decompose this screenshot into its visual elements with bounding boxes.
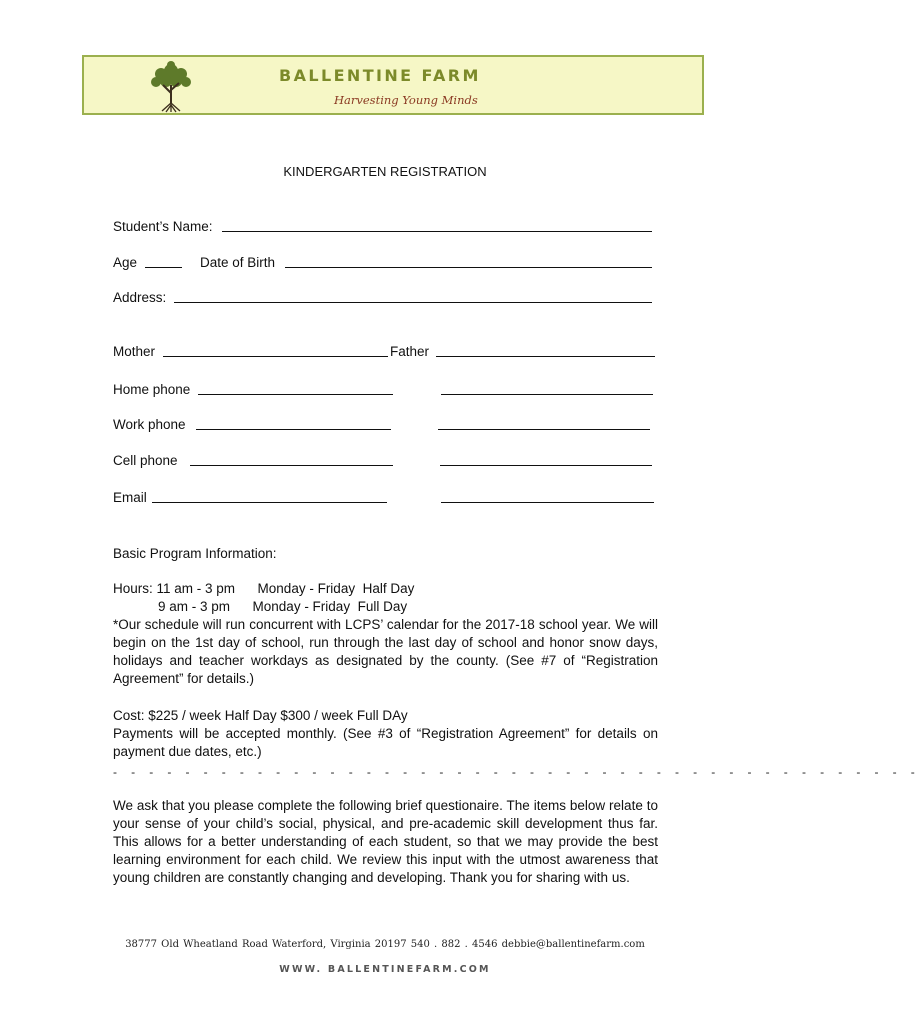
student-name-field[interactable] (222, 231, 652, 232)
cell-phone-father-field[interactable] (440, 465, 652, 466)
cell-phone-label: Cell phone (113, 453, 178, 468)
hours-half-day: Hours: 11 am - 3 pm Monday - Friday Half Day (113, 581, 415, 596)
age-field[interactable] (145, 267, 182, 268)
student-name-label: Student’s Name: (113, 219, 213, 234)
work-phone-father-field[interactable] (438, 429, 650, 430)
farm-tagline: Harvesting Young Minds (334, 93, 478, 107)
address-row (113, 290, 166, 305)
dob-row (200, 255, 275, 270)
cost-line: Cost: $225 / week Half Day $300 / week Full DAy (113, 708, 408, 723)
schedule-note: *Our schedule will run concurrent with LCPS’ calendar for the 2017-18 school year. We will begin on the 1st day of school, run through the last day of school and honor snow days, holidays and teacher workdays as designated by the county. (See #7 of “Registration Agreement” for details.) (113, 617, 658, 686)
age-row (113, 255, 137, 270)
dob-field[interactable] (285, 267, 652, 268)
father-row (390, 344, 429, 359)
hours-full-day: 9 am - 3 pm Monday - Friday Full Day (113, 599, 408, 614)
footer-address: 38777 Old Wheatland Road Waterford, Virginia 20197 540 . 882 . 4546 debbie@ballentinefarm.com (125, 939, 645, 950)
mother-label: Mother (113, 344, 156, 359)
section-divider: - - - - - - - - - - - - - - - - - - - - - - - - - - - - - - - - - - - - - - - - - - - - - (113, 765, 920, 779)
page-title: KINDERGARTEN REGISTRATION (283, 164, 487, 179)
header-banner (82, 55, 704, 115)
address-label: Address: (113, 290, 167, 305)
dob-label: Date of Birth (200, 255, 276, 270)
student-name-row (113, 219, 213, 234)
email-father-field[interactable] (441, 502, 654, 503)
work-phone-mother-field[interactable] (196, 429, 391, 430)
work-phone-row (113, 417, 186, 432)
payment-note: Payments will be accepted monthly. (See #3 of “Registration Agreement” for details on payment due dates, etc.) (113, 726, 658, 759)
farm-name: BALLENTINE FARM (279, 66, 481, 85)
mother-row (113, 344, 155, 359)
cell-phone-mother-field[interactable] (190, 465, 393, 466)
home-phone-label: Home phone (113, 382, 191, 397)
father-field[interactable] (436, 356, 655, 357)
age-label: Age (113, 255, 138, 270)
tree-icon (146, 59, 196, 115)
address-field[interactable] (174, 302, 652, 303)
home-phone-row (113, 382, 190, 397)
work-phone-label: Work phone (113, 417, 186, 432)
email-row (113, 490, 147, 505)
program-heading: Basic Program Information: (113, 546, 277, 561)
email-label: Email (113, 490, 147, 505)
father-label: Father (390, 344, 430, 359)
home-phone-mother-field[interactable] (198, 394, 393, 395)
mother-field[interactable] (163, 356, 388, 357)
footer-website[interactable]: WWW. BALLENTINEFARM.COM (279, 964, 491, 975)
home-phone-father-field[interactable] (441, 394, 653, 395)
cell-phone-row (113, 453, 178, 468)
email-mother-field[interactable] (152, 502, 387, 503)
questionnaire-intro: We ask that you please complete the following brief questionaire. The items below relate to your sense of your child’s social, physical, and pre-academic skill development thus far. This allows for a better understanding of each student, so that we may provide the best learning environment for each child. We review this input with the utmost awareness that young children are constantly changing and developing. Thank you for sharing with us. (113, 798, 658, 885)
